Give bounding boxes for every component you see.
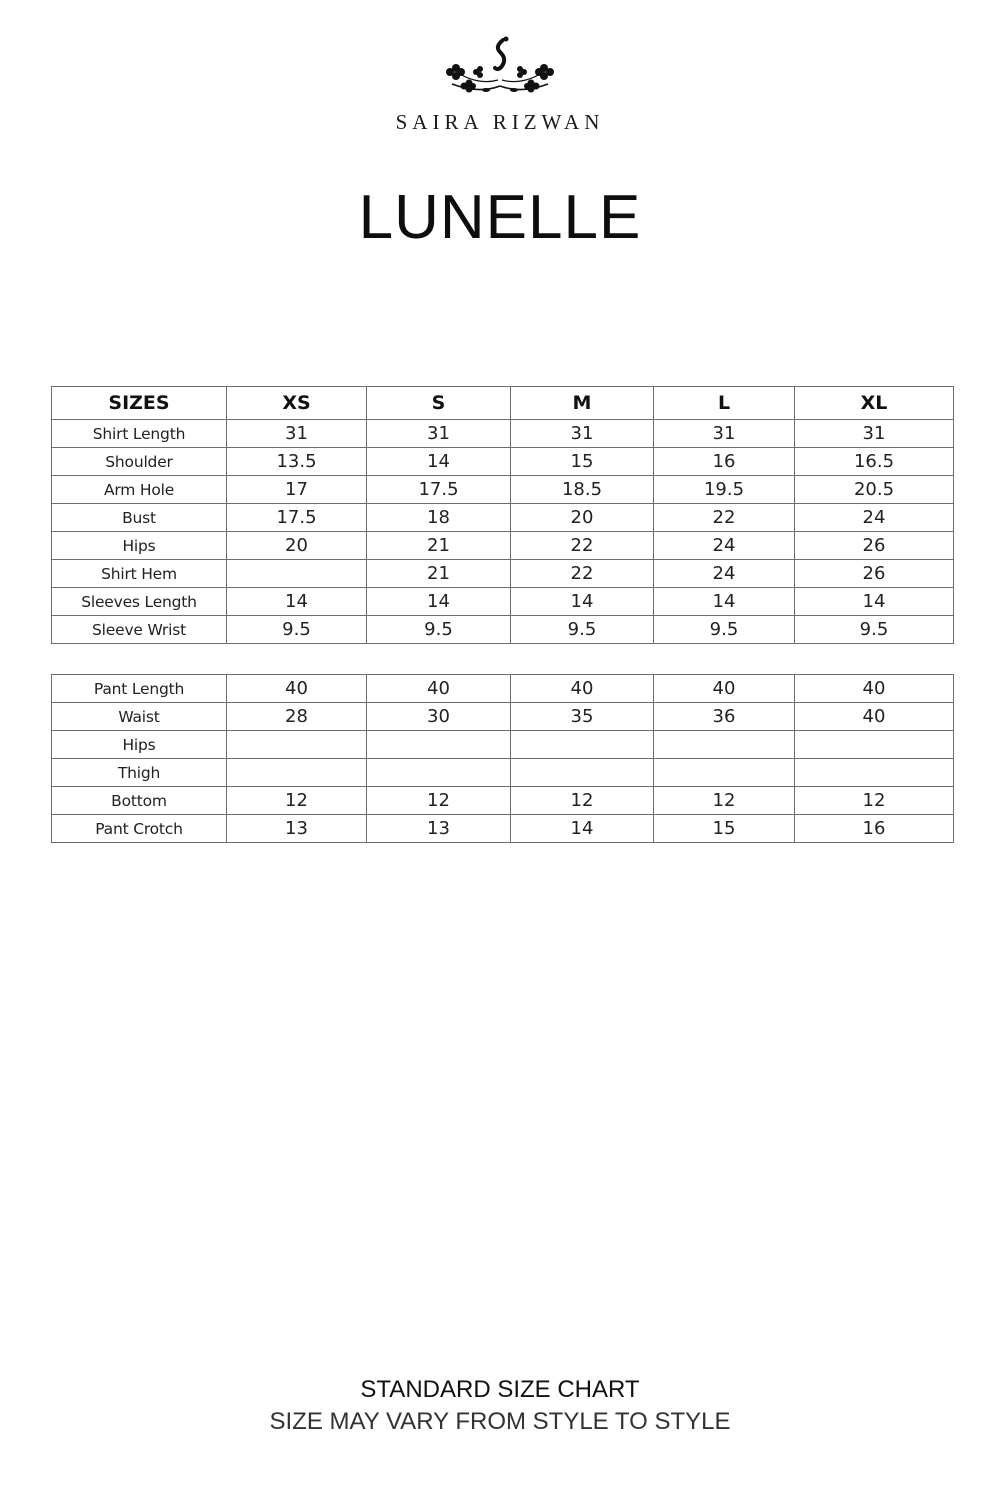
measurement-cell: 31 bbox=[795, 420, 954, 448]
measurement-cell: 9.5 bbox=[795, 616, 954, 644]
measurement-cell: 14 bbox=[511, 588, 654, 616]
table-row bbox=[52, 815, 954, 843]
measurement-cell: 14 bbox=[795, 588, 954, 616]
measurement-cell: 24 bbox=[654, 560, 795, 588]
measurement-cell: 30 bbox=[367, 703, 511, 731]
measurement-cell: 36 bbox=[654, 703, 795, 731]
measurement-cell bbox=[227, 731, 367, 759]
measurement-cell: 21 bbox=[367, 560, 511, 588]
measurement-cell: 20.5 bbox=[795, 476, 954, 504]
row-label-cell: Pant Length bbox=[52, 675, 227, 703]
row-label-cell: Sleeves Length bbox=[52, 588, 227, 616]
collection-title: LUNELLE bbox=[358, 183, 642, 252]
measurement-cell: 13 bbox=[227, 815, 367, 843]
measurement-cell: 20 bbox=[227, 532, 367, 560]
measurement-cell: 16.5 bbox=[795, 448, 954, 476]
measurement-cell: 24 bbox=[795, 504, 954, 532]
measurement-cell: 9.5 bbox=[511, 616, 654, 644]
measurement-cell: 12 bbox=[654, 787, 795, 815]
measurement-cell: 40 bbox=[227, 675, 367, 703]
measurement-cell: 14 bbox=[511, 815, 654, 843]
measurement-cell: 13 bbox=[367, 815, 511, 843]
table-row bbox=[52, 448, 954, 476]
row-label-cell: Sleeve Wrist bbox=[52, 616, 227, 644]
measurement-cell: 26 bbox=[795, 532, 954, 560]
measurement-cell: 12 bbox=[367, 787, 511, 815]
measurement-cell bbox=[511, 759, 654, 787]
measurement-cell bbox=[227, 759, 367, 787]
footer-subtitle: SIZE MAY VARY FROM STYLE TO STYLE bbox=[269, 1408, 731, 1435]
measurement-cell: 35 bbox=[511, 703, 654, 731]
measurement-cell: 17.5 bbox=[227, 504, 367, 532]
header-cell-l: L bbox=[654, 387, 795, 420]
measurement-cell: 20 bbox=[511, 504, 654, 532]
measurement-cell: 14 bbox=[367, 448, 511, 476]
measurement-cell: 15 bbox=[654, 815, 795, 843]
measurement-cell: 17.5 bbox=[367, 476, 511, 504]
measurement-cell: 9.5 bbox=[367, 616, 511, 644]
measurement-cell: 40 bbox=[795, 703, 954, 731]
measurement-cell: 19.5 bbox=[654, 476, 795, 504]
measurement-cell: 40 bbox=[654, 675, 795, 703]
row-label-cell: Shirt Length bbox=[52, 420, 227, 448]
row-label-cell: Shirt Hem bbox=[52, 560, 227, 588]
table-row bbox=[52, 504, 954, 532]
row-label-cell: Hips bbox=[52, 731, 227, 759]
measurement-cell bbox=[795, 759, 954, 787]
measurement-cell: 40 bbox=[511, 675, 654, 703]
measurement-cell: 40 bbox=[795, 675, 954, 703]
row-label-cell: Shoulder bbox=[52, 448, 227, 476]
measurement-cell: 12 bbox=[795, 787, 954, 815]
table-row bbox=[52, 703, 954, 731]
measurement-cell: 22 bbox=[654, 504, 795, 532]
measurement-cell bbox=[511, 731, 654, 759]
row-label-cell: Bottom bbox=[52, 787, 227, 815]
table-row bbox=[52, 675, 954, 703]
measurement-cell: 14 bbox=[367, 588, 511, 616]
brand-logo bbox=[0, 34, 1000, 104]
measurement-cell: 28 bbox=[227, 703, 367, 731]
measurement-cell: 9.5 bbox=[654, 616, 795, 644]
measurement-cell: 12 bbox=[511, 787, 654, 815]
header-cell-sizes: SIZES bbox=[52, 387, 227, 420]
measurement-cell: 13.5 bbox=[227, 448, 367, 476]
table-row bbox=[52, 588, 954, 616]
table-row bbox=[52, 560, 954, 588]
measurement-cell: 24 bbox=[654, 532, 795, 560]
header-cell-s: S bbox=[367, 387, 511, 420]
measurement-cell: 17 bbox=[227, 476, 367, 504]
measurement-cell: 16 bbox=[654, 448, 795, 476]
measurement-cell: 31 bbox=[367, 420, 511, 448]
floral-monogram-logo-icon bbox=[440, 34, 560, 102]
measurement-cell: 22 bbox=[511, 560, 654, 588]
measurement-cell: 18.5 bbox=[511, 476, 654, 504]
measurement-cell bbox=[367, 759, 511, 787]
measurement-cell: 31 bbox=[511, 420, 654, 448]
header-cell-xs: XS bbox=[227, 387, 367, 420]
table-row bbox=[52, 476, 954, 504]
pant-size-table bbox=[51, 674, 954, 843]
measurement-cell bbox=[654, 731, 795, 759]
brand-name: SAIRA RIZWAN bbox=[395, 110, 605, 134]
table-row bbox=[52, 420, 954, 448]
row-label-cell: Pant Crotch bbox=[52, 815, 227, 843]
table-row bbox=[52, 731, 954, 759]
row-label-cell: Hips bbox=[52, 532, 227, 560]
row-label-cell: Waist bbox=[52, 703, 227, 731]
measurement-cell bbox=[654, 759, 795, 787]
table-row bbox=[52, 759, 954, 787]
measurement-cell: 26 bbox=[795, 560, 954, 588]
measurement-cell bbox=[367, 731, 511, 759]
measurement-cell: 22 bbox=[511, 532, 654, 560]
measurement-cell bbox=[227, 560, 367, 588]
header-cell-m: M bbox=[511, 387, 654, 420]
measurement-cell: 12 bbox=[227, 787, 367, 815]
measurement-cell bbox=[795, 731, 954, 759]
table-header-row bbox=[52, 387, 954, 420]
row-label-cell: Bust bbox=[52, 504, 227, 532]
measurement-cell: 40 bbox=[367, 675, 511, 703]
measurement-cell: 31 bbox=[227, 420, 367, 448]
row-label-cell: Arm Hole bbox=[52, 476, 227, 504]
row-label-cell: Thigh bbox=[52, 759, 227, 787]
shirt-size-table bbox=[51, 386, 954, 644]
measurement-cell: 14 bbox=[227, 588, 367, 616]
table-row bbox=[52, 532, 954, 560]
measurement-cell: 14 bbox=[654, 588, 795, 616]
table-row bbox=[52, 787, 954, 815]
footer-title: STANDARD SIZE CHART bbox=[360, 1376, 640, 1403]
measurement-cell: 15 bbox=[511, 448, 654, 476]
measurement-cell: 9.5 bbox=[227, 616, 367, 644]
table-row bbox=[52, 616, 954, 644]
measurement-cell: 31 bbox=[654, 420, 795, 448]
measurement-cell: 16 bbox=[795, 815, 954, 843]
measurement-cell: 18 bbox=[367, 504, 511, 532]
header-cell-xl: XL bbox=[795, 387, 954, 420]
measurement-cell: 21 bbox=[367, 532, 511, 560]
